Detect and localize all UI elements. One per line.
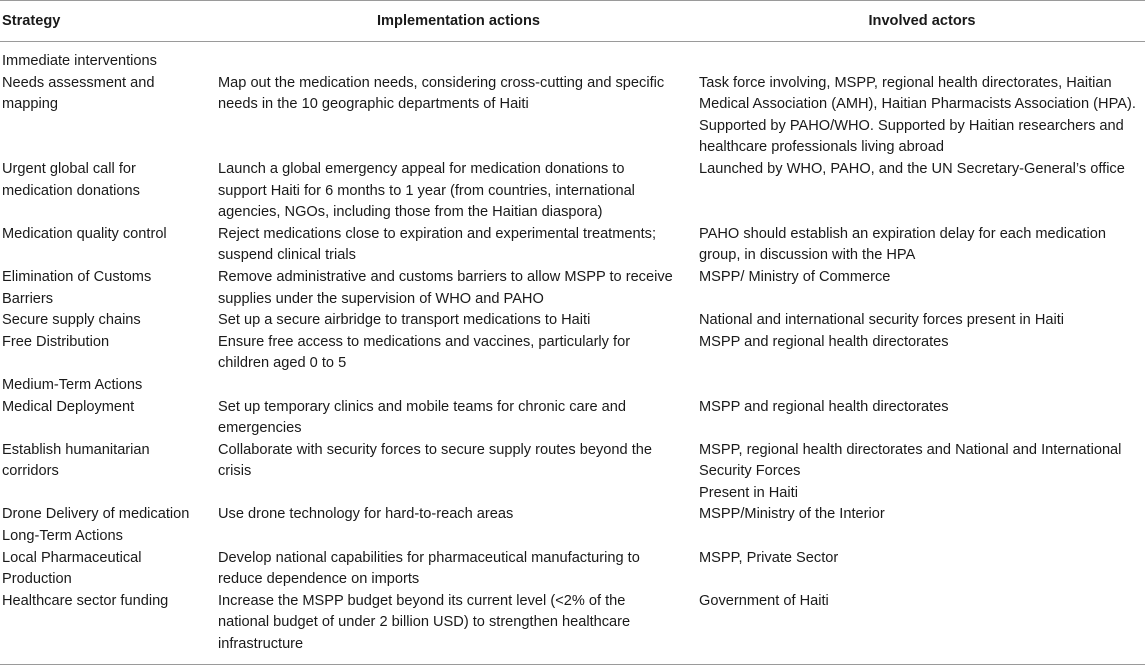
actors-cell-line: Supported by PAHO/WHO. Supported by Haitian researchers and [699,117,1124,134]
implementation-cell-line: Reject medications close to expiration and experimental treatments; [218,225,657,242]
actors-cell-line: MSPP/Ministry of the Interior [699,506,885,523]
strategy-cell-line: mapping [2,96,58,113]
table-row [0,267,1145,310]
implementation-cell-line: Develop national capabilities for pharmaceutical manufacturing to [218,549,640,566]
actors-cell [699,159,1145,224]
strategy-cell [0,267,218,310]
implementation-cell [218,42,699,73]
implementation-cell [218,440,699,505]
actors-cell-line: Launched by WHO, PAHO, and the UN Secretary-General’s office [699,160,1125,177]
strategy-cell-line: Local Pharmaceutical [2,549,142,566]
header-involved-actors: Involved actors [699,1,1145,42]
implementation-cell [218,310,699,332]
strategy-cell-line: Healthcare sector funding [2,592,169,609]
strategy-cell-line: medication donations [2,182,140,199]
implementation-cell [218,267,699,310]
strategy-cell-line: Secure supply chains [2,312,141,329]
actors-cell-line: PAHO should establish an expiration delay for each medication [699,225,1106,242]
actors-cell-line: MSPP and regional health directorates [699,333,949,350]
actors-cell-line: MSPP, regional health directorates and National and International [699,441,1122,458]
strategy-cell-line: corridors [2,463,59,480]
implementation-cell [218,504,699,526]
implementation-cell-line: children aged 0 to 5 [218,355,347,372]
actors-cell-line: Present in Haiti [699,484,798,501]
implementation-cell-line: infrastructure [218,636,304,653]
strategy-cell-line: Barriers [2,290,54,307]
strategy-cell [0,310,218,332]
table-row [0,332,1145,375]
strategy-cell-line: Needs assessment and [2,74,155,91]
implementation-cell-line: Ensure free access to medications and vaccines, particularly for [218,333,631,350]
strategy-cell-line: Production [2,571,72,588]
strategy-cell [0,504,218,526]
header-implementation-actions: Implementation actions [218,1,699,42]
table-row [0,73,1145,159]
table-row [0,504,1145,526]
strategy-cell-line: Immediate interventions [2,53,157,69]
implementation-cell [218,526,699,548]
strategy-cell-line: Medication quality control [2,225,167,242]
strategy-cell [0,397,218,440]
actors-cell [699,375,1145,397]
implementation-cell-line: national budget of under 2 billion USD) to strengthen healthcare [218,614,631,631]
implementation-cell [218,397,699,440]
strategy-cell-line: Urgent global call for [2,160,136,177]
strategy-cell-line: Elimination of Customs [2,268,152,285]
strategy-cell [0,73,218,159]
table-row [0,159,1145,224]
table-row [0,591,1145,664]
implementation-cell [218,73,699,159]
header-row [0,1,1145,42]
implementation-cell-line: reduce dependence on imports [218,571,420,588]
strategy-cell [0,42,218,73]
implementation-cell [218,375,699,397]
implementation-cell-line: Launch a global emergency appeal for medication donations to [218,160,625,177]
implementation-cell-line: Map out the medication needs, considering cross-cutting and specific [218,74,665,91]
implementation-cell-line: suspend clinical trials [218,247,356,264]
actors-cell [699,440,1145,505]
implementation-cell [218,159,699,224]
actors-cell [699,73,1145,159]
header-strategy: Strategy [0,1,218,42]
actors-cell [699,310,1145,332]
actors-cell-line: MSPP and regional health directorates [699,398,949,415]
implementation-cell-line: agencies, NGOs, including those from the Haitian diaspora) [218,204,603,221]
actors-cell [699,224,1145,267]
actors-cell [699,332,1145,375]
table-row [0,375,1145,397]
strategy-cell [0,332,218,375]
table-row [0,526,1145,548]
implementation-cell-line: supplies under the supervision of WHO and PAHO [218,290,544,307]
strategy-cell [0,440,218,505]
table-row [0,397,1145,440]
implementation-cell-line: Increase the MSPP budget beyond its current level (<2% of the [218,592,626,609]
table-row [0,310,1145,332]
table-body [0,42,1145,665]
actors-cell [699,267,1145,310]
implementation-cell-line: support Haiti for 6 months to 1 year (from countries, international [218,182,635,199]
table-row [0,440,1145,505]
implementation-cell-line: crisis [218,463,252,480]
table-row [0,224,1145,267]
actors-cell-line: Task force involving, MSPP, regional health directorates, Haitian [699,74,1112,91]
implementation-cell [218,224,699,267]
strategy-cell [0,224,218,267]
actors-cell-line: MSPP, Private Sector [699,549,839,566]
strategy-cell [0,526,218,548]
implementation-cell-line: Use drone technology for hard-to-reach areas [218,506,514,523]
implementation-cell-line: needs in the 10 geographic departments of Haiti [218,96,529,113]
actors-cell-line: Medical Association (AMH), Haitian Pharmacists Association (HPA). [699,96,1136,113]
actors-cell [699,42,1145,73]
table-row [0,42,1145,73]
strategy-cell-line: Medical Deployment [2,398,135,415]
implementation-cell [218,332,699,375]
actors-cell [699,591,1145,664]
actors-cell [699,397,1145,440]
actors-cell-line: Government of Haiti [699,592,829,609]
implementation-cell [218,548,699,591]
strategy-cell [0,159,218,224]
strategy-cell [0,375,218,397]
strategy-cell-line: Free Distribution [2,333,110,350]
implementation-cell-line: emergencies [218,420,302,437]
strategy-cell [0,548,218,591]
actors-cell-line: National and international security forces present in Haiti [699,312,1065,329]
actors-cell-line: MSPP/ Ministry of Commerce [699,268,891,285]
actors-cell-line: Security Forces [699,463,801,480]
strategy-cell [0,591,218,664]
implementation-cell-line: Set up temporary clinics and mobile teams for chronic care and [218,398,627,415]
table-header [0,1,1145,42]
actors-cell [699,504,1145,526]
actors-cell [699,526,1145,548]
implementation-cell-line: Collaborate with security forces to secure supply routes beyond the [218,441,652,458]
strategy-cell-line: Medium-Term Actions [2,376,143,393]
actors-cell [699,548,1145,591]
actors-cell-line: healthcare professionals living abroad [699,139,945,156]
strategy-cell-line: Long-Term Actions [2,528,123,545]
strategy-cell-line: Drone Delivery of medication [2,506,190,523]
implementation-cell [218,591,699,664]
implementation-cell-line: Remove administrative and customs barriers to allow MSPP to receive [218,268,673,285]
table-row [0,548,1145,591]
strategy-cell-line: Establish humanitarian [2,441,150,458]
actors-cell-line: group, in discussion with the HPA [699,247,916,264]
implementation-cell-line: Set up a secure airbridge to transport medications to Haiti [218,312,591,329]
